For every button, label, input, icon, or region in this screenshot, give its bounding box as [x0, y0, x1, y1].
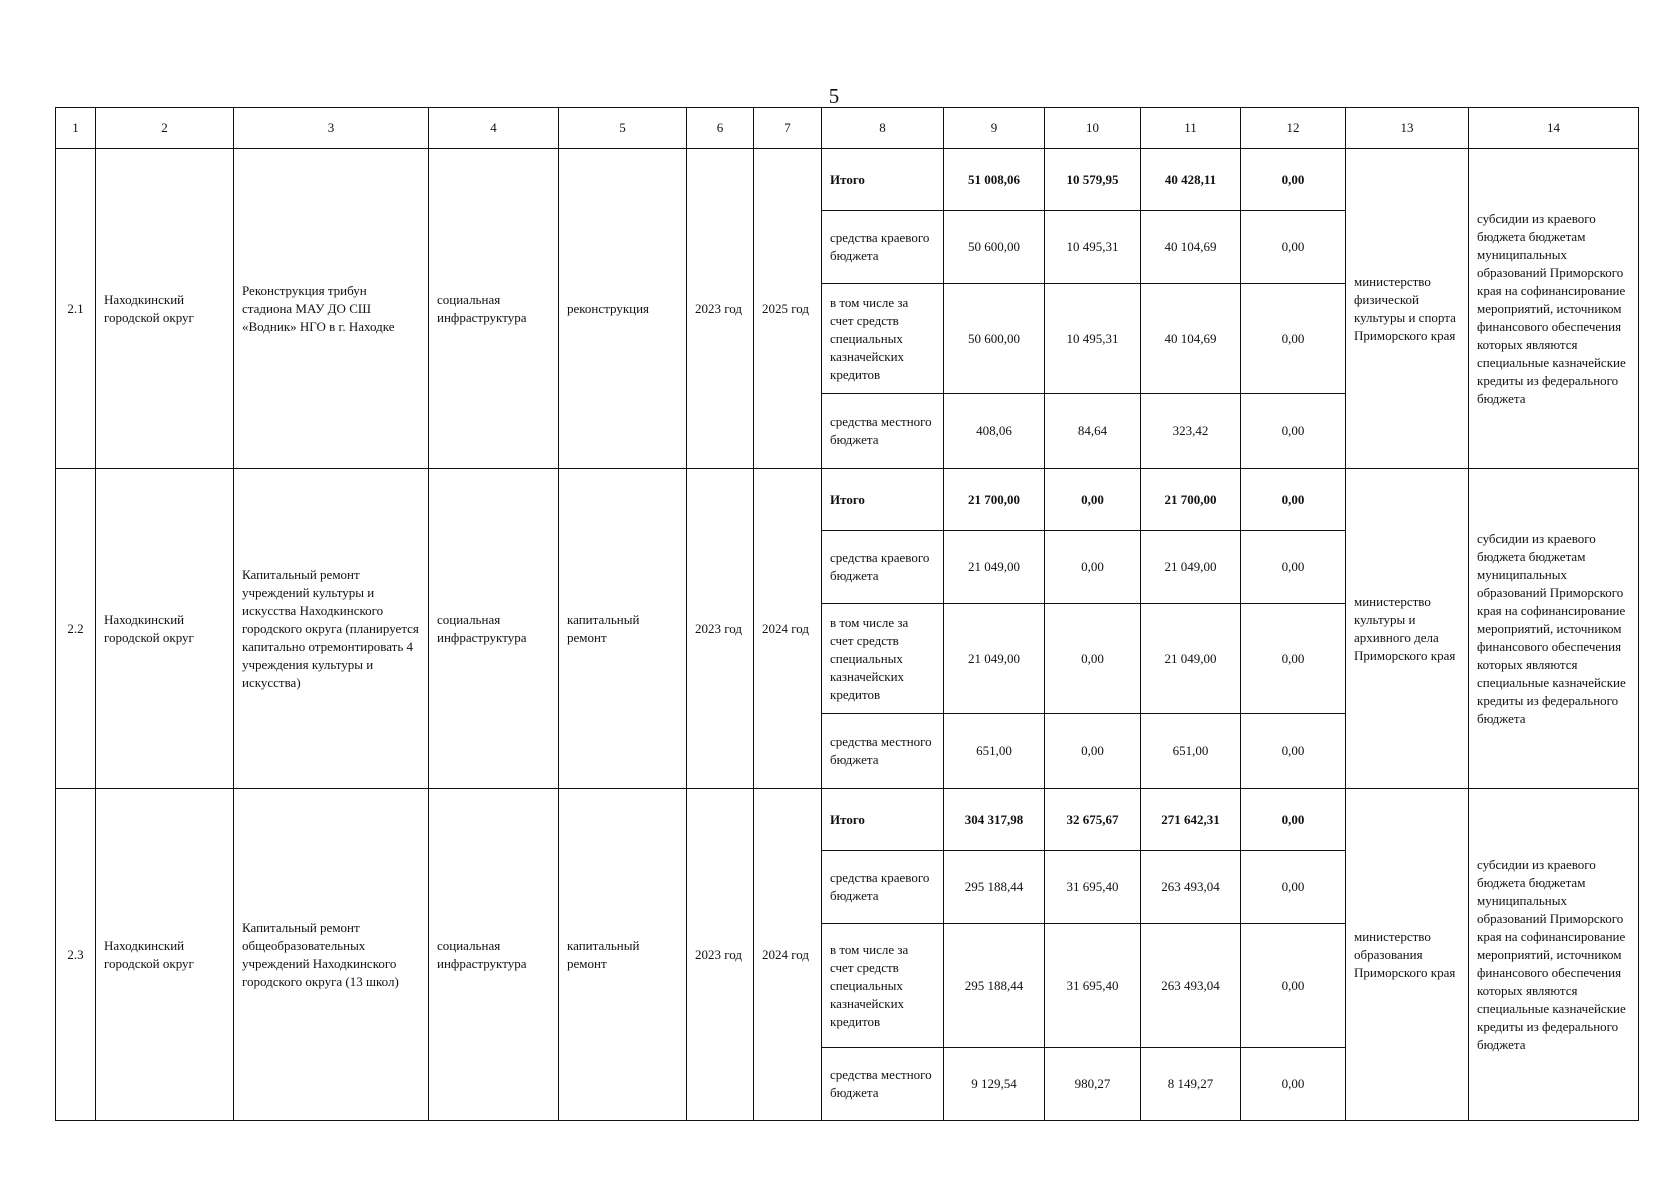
value-cell: 8 149,27	[1141, 1048, 1241, 1121]
value-cell: 0,00	[1045, 604, 1141, 714]
work-type-cell: реконструкция	[559, 149, 687, 469]
value-cell: 84,64	[1045, 394, 1141, 469]
funding-label: средства краевого бюджета	[822, 851, 944, 924]
value-cell: 0,00	[1241, 469, 1346, 531]
value-cell: 31 695,40	[1045, 924, 1141, 1048]
object-cell: Капитальный ремонт учреждений культуры и искусства Находкинского городского округа (планируется капитально отремонтировать 4 учреждения культуры и искусства)	[234, 469, 429, 789]
work-type-cell: капитальный ремонт	[559, 789, 687, 1121]
value-cell: 0,00	[1241, 924, 1346, 1048]
funding-label: средства местного бюджета	[822, 714, 944, 789]
value-cell: 9 129,54	[944, 1048, 1045, 1121]
value-cell: 51 008,06	[944, 149, 1045, 211]
object-cell: Реконструкция трибун стадиона МАУ ДО СШ «Водник» НГО в г. Находке	[234, 149, 429, 469]
value-cell: 21 049,00	[1141, 604, 1241, 714]
value-cell: 21 049,00	[944, 531, 1045, 604]
column-header: 9	[944, 108, 1045, 149]
value-cell: 304 317,98	[944, 789, 1045, 851]
value-cell: 980,27	[1045, 1048, 1141, 1121]
value-cell: 21 049,00	[1141, 531, 1241, 604]
value-cell: 271 642,31	[1141, 789, 1241, 851]
column-header: 7	[754, 108, 822, 149]
municipality-cell: Находкинский городской округ	[96, 469, 234, 789]
ministry-cell: министерство физической культуры и спорта Приморского края	[1346, 149, 1469, 469]
value-cell: 0,00	[1241, 531, 1346, 604]
note-cell: субсидии из краевого бюджета бюджетам муниципальных образований Приморского края на софинансирование мероприятий, источником финансового обеспечения которых являются специальные казначейские кредиты из федерального бюджета	[1469, 789, 1639, 1121]
row-number: 2.1	[56, 149, 96, 469]
value-cell: 323,42	[1141, 394, 1241, 469]
funding-label: в том числе за счет средств специальных казначейских кредитов	[822, 604, 944, 714]
funding-label: средства краевого бюджета	[822, 211, 944, 284]
value-cell: 408,06	[944, 394, 1045, 469]
row-number: 2.3	[56, 789, 96, 1121]
funding-label: средства краевого бюджета	[822, 531, 944, 604]
municipality-cell: Находкинский городской округ	[96, 789, 234, 1121]
column-header: 4	[429, 108, 559, 149]
value-cell: 10 579,95	[1045, 149, 1141, 211]
column-header: 1	[56, 108, 96, 149]
value-cell: 0,00	[1045, 531, 1141, 604]
table-row	[56, 469, 1639, 531]
value-cell: 10 495,31	[1045, 284, 1141, 394]
column-header: 13	[1346, 108, 1469, 149]
value-cell: 263 493,04	[1141, 851, 1241, 924]
value-cell: 651,00	[944, 714, 1045, 789]
funding-label: средства местного бюджета	[822, 1048, 944, 1121]
column-header: 10	[1045, 108, 1141, 149]
value-cell: 0,00	[1241, 211, 1346, 284]
funding-label: средства местного бюджета	[822, 394, 944, 469]
value-cell: 0,00	[1241, 284, 1346, 394]
end-year-cell: 2024 год	[754, 789, 822, 1121]
value-cell: 295 188,44	[944, 924, 1045, 1048]
value-cell: 0,00	[1241, 149, 1346, 211]
value-cell: 10 495,31	[1045, 211, 1141, 284]
value-cell: 21 700,00	[944, 469, 1045, 531]
value-cell: 50 600,00	[944, 284, 1045, 394]
value-cell: 40 104,69	[1141, 211, 1241, 284]
object-cell: Капитальный ремонт общеобразовательных учреждений Находкинского городского округа (13 школ)	[234, 789, 429, 1121]
value-cell: 0,00	[1045, 469, 1141, 531]
end-year-cell: 2024 год	[754, 469, 822, 789]
column-header: 8	[822, 108, 944, 149]
column-header: 5	[559, 108, 687, 149]
value-cell: 651,00	[1141, 714, 1241, 789]
note-cell: субсидии из краевого бюджета бюджетам муниципальных образований Приморского края на софинансирование мероприятий, источником финансового обеспечения которых являются специальные казначейские кредиты из федерального бюджета	[1469, 469, 1639, 789]
column-header: 3	[234, 108, 429, 149]
page-number: 5	[828, 84, 840, 108]
value-cell: 0,00	[1241, 604, 1346, 714]
row-number: 2.2	[56, 469, 96, 789]
table-row	[56, 789, 1639, 851]
ministry-cell: министерство культуры и архивного дела Приморского края	[1346, 469, 1469, 789]
value-cell: 50 600,00	[944, 211, 1045, 284]
value-cell: 31 695,40	[1045, 851, 1141, 924]
header-row	[56, 108, 1639, 149]
program-table	[55, 107, 1639, 1121]
value-cell: 0,00	[1241, 714, 1346, 789]
category-cell: социальная инфраструктура	[429, 469, 559, 789]
funding-label: в том числе за счет средств специальных казначейских кредитов	[822, 284, 944, 394]
category-cell: социальная инфраструктура	[429, 789, 559, 1121]
value-cell: 32 675,67	[1045, 789, 1141, 851]
value-cell: 0,00	[1045, 714, 1141, 789]
value-cell: 21 700,00	[1141, 469, 1241, 531]
funding-label: в том числе за счет средств специальных казначейских кредитов	[822, 924, 944, 1048]
table-row	[56, 149, 1639, 211]
funding-label: Итого	[822, 469, 944, 531]
value-cell: 0,00	[1241, 1048, 1346, 1121]
note-cell: субсидии из краевого бюджета бюджетам муниципальных образований Приморского края на софинансирование мероприятий, источником финансового обеспечения которых являются специальные казначейские кредиты из федерального бюджета	[1469, 149, 1639, 469]
ministry-cell: министерство образования Приморского края	[1346, 789, 1469, 1121]
value-cell: 295 188,44	[944, 851, 1045, 924]
value-cell: 0,00	[1241, 394, 1346, 469]
end-year-cell: 2025 год	[754, 149, 822, 469]
column-header: 11	[1141, 108, 1241, 149]
start-year-cell: 2023 год	[687, 149, 754, 469]
column-header: 14	[1469, 108, 1639, 149]
column-header: 2	[96, 108, 234, 149]
value-cell: 0,00	[1241, 851, 1346, 924]
work-type-cell: капитальный ремонт	[559, 469, 687, 789]
municipality-cell: Находкинский городской округ	[96, 149, 234, 469]
funding-label: Итого	[822, 149, 944, 211]
value-cell: 21 049,00	[944, 604, 1045, 714]
value-cell: 40 104,69	[1141, 284, 1241, 394]
column-header: 12	[1241, 108, 1346, 149]
start-year-cell: 2023 год	[687, 469, 754, 789]
column-header: 6	[687, 108, 754, 149]
value-cell: 0,00	[1241, 789, 1346, 851]
start-year-cell: 2023 год	[687, 789, 754, 1121]
value-cell: 263 493,04	[1141, 924, 1241, 1048]
category-cell: социальная инфраструктура	[429, 149, 559, 469]
funding-label: Итого	[822, 789, 944, 851]
value-cell: 40 428,11	[1141, 149, 1241, 211]
